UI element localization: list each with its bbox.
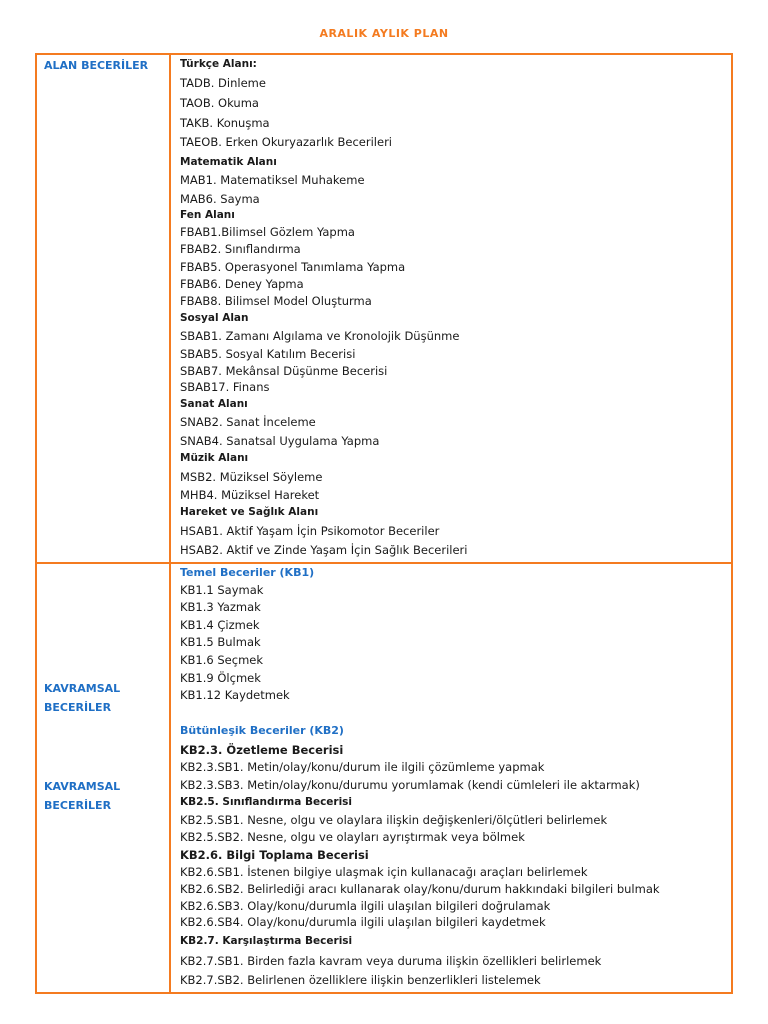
alan-line-item: FBAB8. Bilimsel Model Oluşturma	[180, 294, 372, 308]
kavramsal-line-item: KB1.5 Bulmak	[180, 635, 261, 649]
kavramsal-becerileri-row	[37, 564, 731, 992]
alan-label: ALAN BECERİLER	[44, 59, 149, 72]
alan-line-item: HSAB2. Aktif ve Zinde Yaşam İçin Sağlık Becerileri	[180, 543, 468, 557]
alan-line-heading: Müzik Alanı	[180, 452, 249, 464]
kavramsal-line-item: KB1.3 Yazmak	[180, 600, 261, 614]
kavramsal-line-item: KB2.6.SB4. Olay/konu/durumla ilgili ulaşılan bilgileri kaydetmek	[180, 915, 546, 929]
kavramsal-line-heading: KB2.3. Özetleme Becerisi	[180, 743, 344, 757]
kavramsal-content-cell	[173, 564, 731, 992]
kavramsal-line-item: KB1.9 Ölçmek	[180, 671, 261, 685]
kavramsal-line-heading: Temel Beceriler (KB1)	[180, 566, 315, 579]
page-title: ARALIK AYLIK PLAN	[319, 27, 449, 40]
kavramsal-line-item: KB1.1 Saymak	[180, 583, 264, 597]
alan-line-item: FBAB1.Bilimsel Gözlem Yapma	[180, 225, 355, 239]
kavramsal-line-item: KB2.7.SB2. Belirlenen özelliklere ilişkin benzerlikleri listelemek	[180, 973, 541, 987]
alan-line-item: SBAB17. Finans	[180, 380, 270, 394]
alan-becerileri-row	[37, 55, 731, 564]
kavramsal-line-item: KB2.3.SB3. Metin/olay/konu/durumu yorumlamak (kendi cümleleri ile aktarmak)	[180, 778, 640, 792]
alan-line-item: SBAB5. Sosyal Katılım Becerisi	[180, 347, 356, 361]
alan-line-item: MHB4. Müziksel Hareket	[180, 488, 320, 502]
alan-line-heading: Sanat Alanı	[180, 398, 248, 410]
kavramsal-line-heading: Bütünleşik Beceriler (KB2)	[180, 724, 344, 737]
alan-line-heading: Türkçe Alanı:	[180, 58, 257, 70]
kavramsal-line-item: KB2.6.SB1. İstenen bilgiye ulaşmak için kullanacağı araçları belirlemek	[180, 865, 588, 879]
alan-line-item: SNAB2. Sanat İnceleme	[180, 415, 316, 429]
alan-line-item: SBAB7. Mekânsal Düşünme Becerisi	[180, 364, 388, 378]
alan-line-item: MAB1. Matematiksel Muhakeme	[180, 173, 365, 187]
alan-line-item: TADB. Dinleme	[180, 76, 266, 90]
kavramsal-line-item: KB1.12 Kaydetmek	[180, 688, 290, 702]
alan-line-item: SNAB4. Sanatsal Uygulama Yapma	[180, 434, 380, 448]
alan-label-cell	[37, 55, 171, 562]
alan-line-item: MSB2. Müziksel Söyleme	[180, 470, 323, 484]
kavramsal-line-item: KB1.6 Seçmek	[180, 653, 264, 667]
alan-line-item: HSAB1. Aktif Yaşam İçin Psikomotor Beceriler	[180, 524, 440, 538]
alan-line-item: FBAB5. Operasyonel Tanımlama Yapma	[180, 260, 406, 274]
kavramsal-line-heading: KB2.6. Bilgi Toplama Becerisi	[180, 848, 369, 862]
alan-line-heading: Matematik Alanı	[180, 156, 277, 168]
alan-line-heading: Sosyal Alan	[180, 312, 249, 324]
alan-line-item: SBAB1. Zamanı Algılama ve Kronolojik Düşünme	[180, 329, 460, 343]
kavramsal-line-item: KB1.4 Çizmek	[180, 618, 260, 632]
kavramsal-label-cell	[37, 564, 171, 992]
alan-line-item: FBAB6. Deney Yapma	[180, 277, 304, 291]
alan-line-heading: Fen Alanı	[180, 209, 235, 221]
kavramsal-label-2-line-1: KAVRAMSAL	[44, 780, 121, 793]
kavramsal-label-2-line-2: BECERİLER	[44, 799, 112, 812]
kavramsal-line-item: KB2.7.SB1. Birden fazla kavram veya duruma ilişkin özellikleri belirlemek	[180, 954, 602, 968]
plan-table	[35, 53, 733, 994]
alan-content-cell	[173, 55, 731, 562]
kavramsal-label-1-line-1: KAVRAMSAL	[44, 682, 121, 695]
alan-line-heading: Hareket ve Sağlık Alanı	[180, 506, 319, 518]
kavramsal-line-item: KB2.5.SB1. Nesne, olgu ve olaylara ilişkin değişkenleri/ölçütleri belirlemek	[180, 813, 608, 827]
alan-line-item: FBAB2. Sınıflandırma	[180, 242, 301, 256]
kavramsal-label-1	[44, 679, 120, 717]
kavramsal-label-2	[44, 777, 120, 815]
alan-line-item: MAB6. Sayma	[180, 192, 260, 206]
alan-line-item: TAOB. Okuma	[180, 96, 259, 110]
kavramsal-line-item: KB2.6.SB2. Belirlediği aracı kullanarak olay/konu/durum hakkındaki bilgileri bulmak	[180, 882, 660, 896]
kavramsal-line-item: KB2.6.SB3. Olay/konu/durumla ilgili ulaşılan bilgileri doğrulamak	[180, 899, 551, 913]
alan-line-item: TAEOB. Erken Okuryazarlık Becerileri	[180, 135, 393, 149]
kavramsal-line-item: KB2.3.SB1. Metin/olay/konu/durum ile ilgili çözümleme yapmak	[180, 760, 545, 774]
kavramsal-label-1-line-2: BECERİLER	[44, 701, 112, 714]
kavramsal-line-heading: KB2.5. Sınıflandırma Becerisi	[180, 796, 353, 808]
kavramsal-line-item: KB2.5.SB2. Nesne, olgu ve olayları ayrıştırmak veya bölmek	[180, 830, 525, 844]
alan-line-item: TAKB. Konuşma	[180, 116, 270, 130]
kavramsal-line-heading: KB2.7. Karşılaştırma Becerisi	[180, 935, 353, 947]
